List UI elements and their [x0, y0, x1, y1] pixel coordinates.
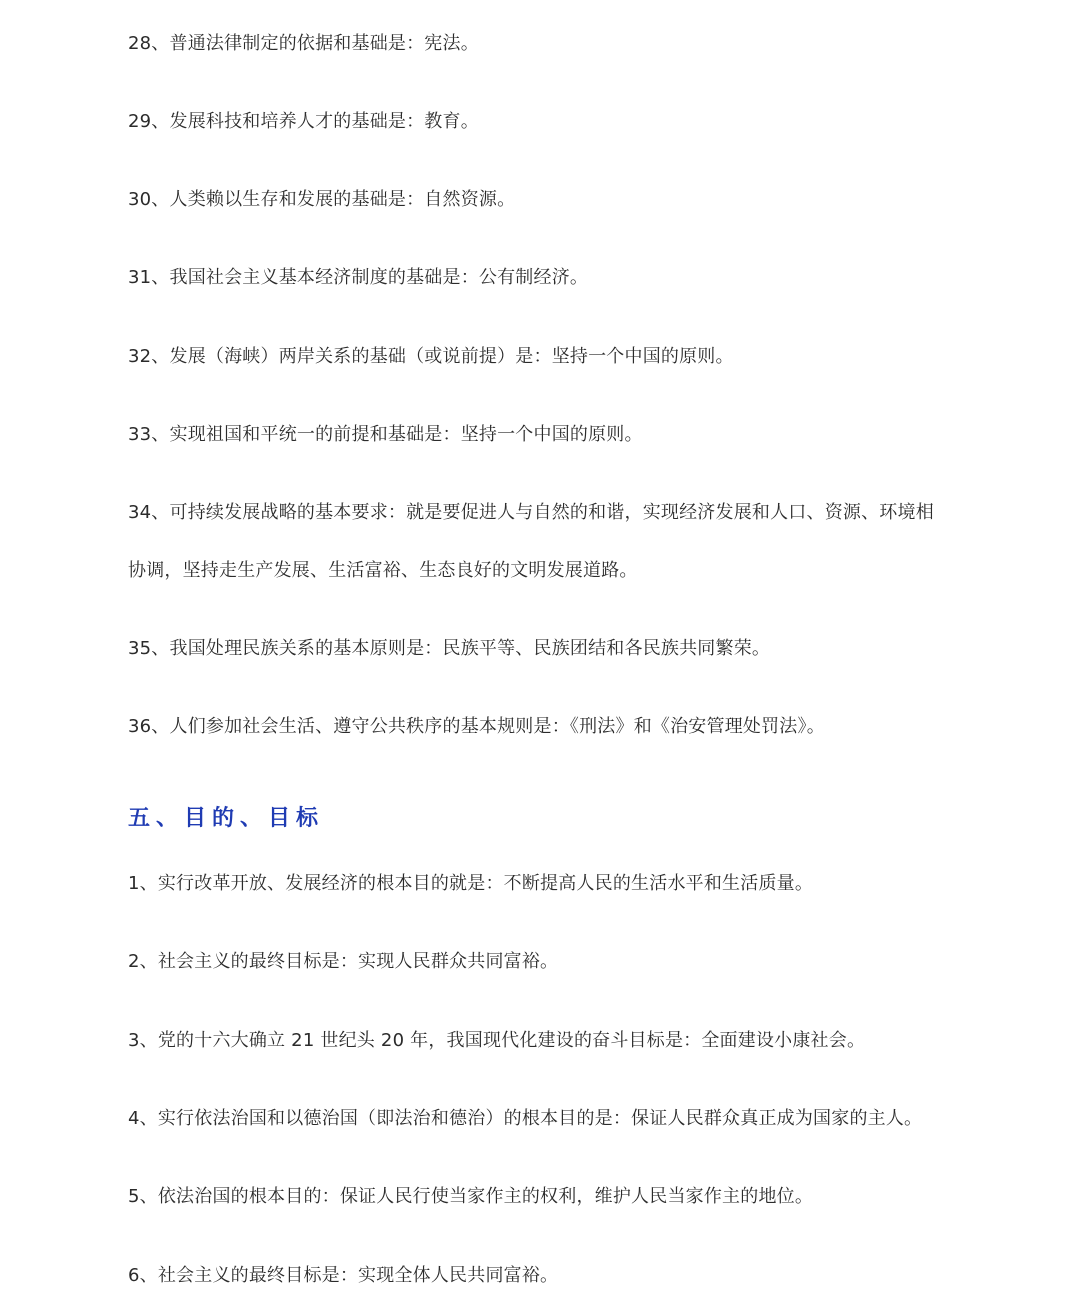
list-item: 32、发展（海峡）两岸关系的基础（或说前提）是：坚持一个中国的原则。	[128, 346, 734, 367]
list-item: 33、实现祖国和平统一的前提和基础是：坚持一个中国的原则。	[128, 424, 643, 445]
list-item: 5、依法治国的根本目的：保证人民行使当家作主的权利，维护人民当家作主的地位。	[128, 1186, 814, 1207]
list-item: 34、可持续发展战略的基本要求：就是要促进人与自然的和谐，实现经济发展和人口、资源、环境相	[128, 502, 934, 523]
list-item: 30、人类赖以生存和发展的基础是：自然资源。	[128, 189, 516, 210]
list-item: 3、党的十六大确立 21 世纪头 20 年，我国现代化建设的奋斗目标是：全面建设小康社会。	[128, 1030, 866, 1051]
list-item: 28、普通法律制定的依据和基础是：宪法。	[128, 33, 479, 54]
list-item: 1、实行改革开放、发展经济的根本目的就是：不断提高人民的生活水平和生活质量。	[128, 873, 814, 894]
list-item: 6、社会主义的最终目标是：实现全体人民共同富裕。	[128, 1265, 559, 1286]
list-item: 29、发展科技和培养人才的基础是：教育。	[128, 111, 479, 132]
list-item: 36、人们参加社会生活、遵守公共秩序的基本规则是：《刑法》和《治安管理处罚法》。	[128, 716, 825, 737]
list-item: 31、我国社会主义基本经济制度的基础是：公有制经济。	[128, 267, 589, 288]
list-item: 2、社会主义的最终目标是：实现人民群众共同富裕。	[128, 951, 559, 972]
list-item: 4、实行依法治国和以德治国（即法治和德治）的根本目的是：保证人民群众真正成为国家的主人。	[128, 1108, 923, 1129]
list-item: 35、我国处理民族关系的基本原则是：民族平等、民族团结和各民族共同繁荣。	[128, 638, 771, 659]
section-heading: 五、目的、目标	[128, 806, 325, 831]
list-item-continuation: 协调，坚持走生产发展、生活富裕、生态良好的文明发展道路。	[128, 560, 638, 581]
